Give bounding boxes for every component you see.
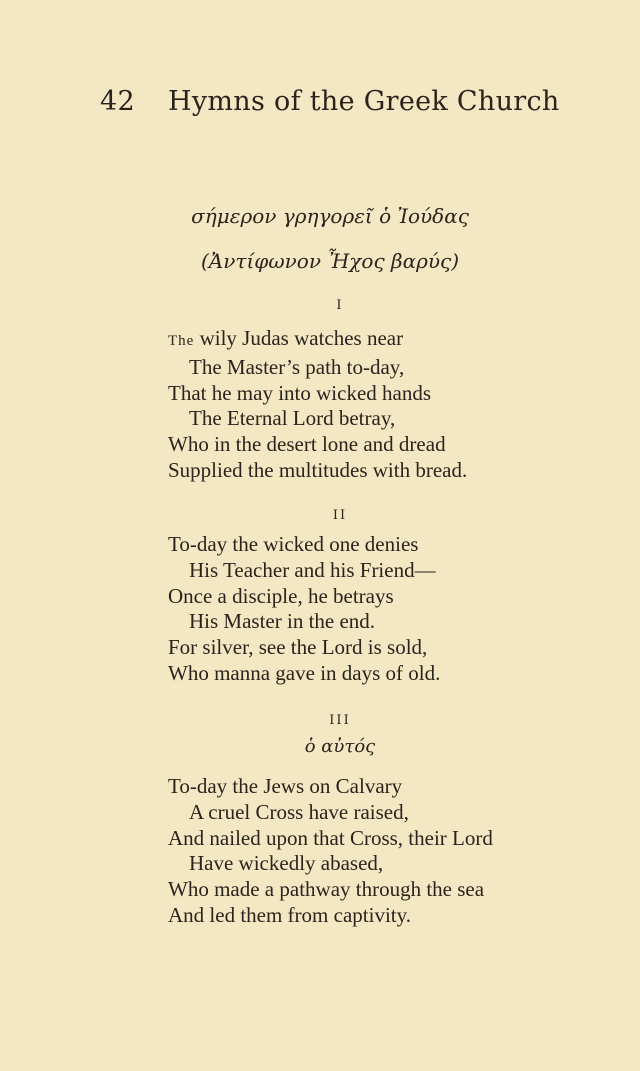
stanza-line: Who manna gave in days of old. (168, 660, 441, 685)
stanza-line (168, 326, 467, 355)
stanza-line: And nailed upon that Cross, their Lord (168, 825, 493, 850)
stanza-line: Supplied the multitudes with bread. (168, 457, 468, 482)
stanza-numeral-3: III (329, 713, 351, 728)
stanza-line: That he may into wicked hands (168, 380, 432, 405)
stanza-line: Have wickedly abased, (189, 851, 384, 876)
stanza-line: The Master’s path to-day, (189, 354, 405, 379)
stanza-line: To-day the Jews on Calvary (168, 774, 403, 798)
stanza-line: To-day the wicked one denies (168, 532, 419, 556)
page-number: 42 (100, 86, 135, 117)
stanza-line: His Teacher and his Friend— (189, 557, 436, 582)
stanza-line: The Eternal Lord betray, (189, 406, 396, 431)
stanza-line-text: wily Judas watches near (194, 326, 404, 350)
stanza-line: A cruel Cross have raised, (189, 799, 409, 824)
stanza-dropcap: The (168, 333, 195, 349)
stanza-numeral-2: II (332, 508, 348, 523)
hymn-greek-subtitle: (Ἀντίφωνον Ἦχος βαρύς) (201, 249, 459, 273)
stanza-line: Who in the desert lone and dread (168, 432, 446, 457)
stanza-line: Who made a pathway through the sea (168, 877, 485, 902)
stanza-line: And led them from captivity. (168, 902, 411, 927)
stanza-2 (168, 532, 440, 687)
stanza-3 (168, 774, 493, 929)
hymn-greek-title: σήμερον γρηγορεῖ ὁ Ἰούδας (191, 204, 469, 228)
stanza-line: For silver, see the Lord is sold, (168, 635, 428, 660)
stanza-numeral-1: I (336, 298, 344, 313)
stanza-line: Once a disciple, he betrays (168, 583, 394, 608)
running-title: Hymns of the Greek Church (168, 86, 560, 117)
stanza-1 (168, 326, 467, 484)
stanza-note-3: ὁ αὐτός (304, 736, 376, 757)
stanza-line: His Master in the end. (189, 609, 376, 634)
